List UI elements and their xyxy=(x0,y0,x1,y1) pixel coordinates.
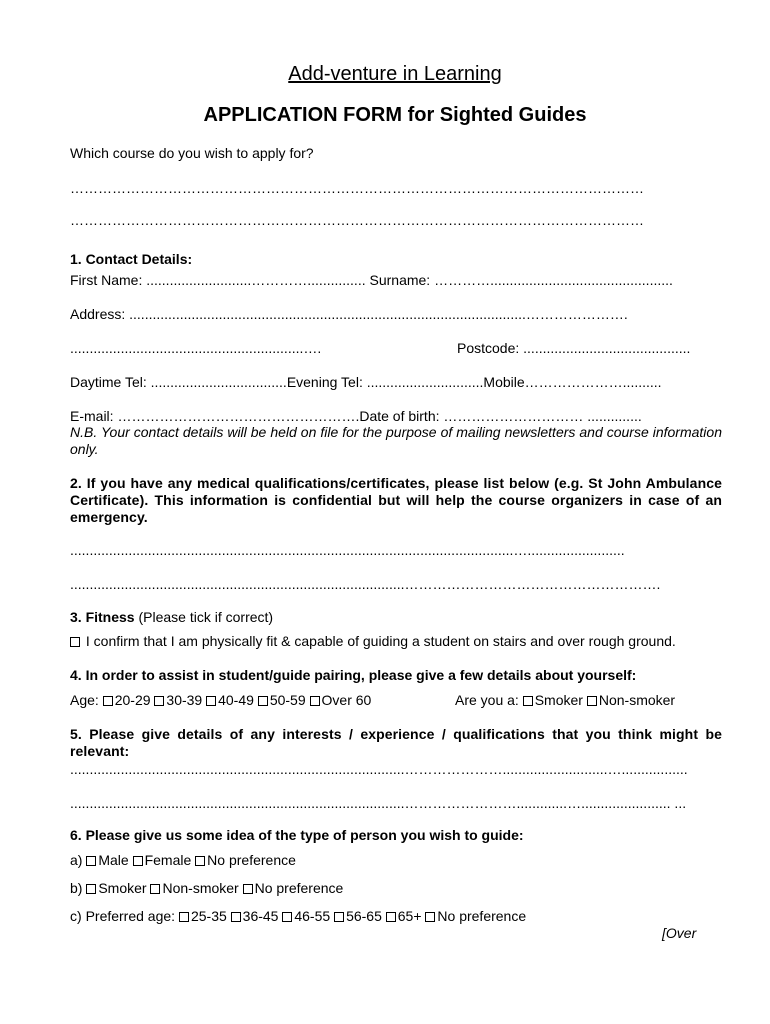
age-pref-option: 65+ xyxy=(397,908,422,924)
preference-smoker-row xyxy=(70,880,343,897)
medical-line-1[interactable]: ..................................................................................................................…......................... xyxy=(70,542,625,558)
course-question: Which course do you wish to apply for? xyxy=(70,145,314,161)
age-option: 40-49 xyxy=(218,692,254,708)
age-pref-checkbox[interactable] xyxy=(231,912,241,922)
medical-heading: 2. If you have any medical qualifications/certificates, please list below (e.g. St John Ambulance Certificate). This information is confidential but will help the course organizers in case of an emergency. xyxy=(70,475,722,525)
over-marker: [Over xyxy=(662,925,697,941)
fitness-hint: (Please tick if correct) xyxy=(138,609,274,625)
name-row xyxy=(70,272,673,289)
age-pref-checkbox[interactable] xyxy=(425,912,435,922)
mobile-label: Mobile xyxy=(483,374,525,390)
address-label: Address: xyxy=(70,306,126,322)
fitness-statement: I confirm that I am physically fit & capable of guiding a student on stairs and over rough ground. xyxy=(85,633,676,649)
first-name-field[interactable]: ...........................…………............... xyxy=(146,272,366,288)
age-pref-option: No preference xyxy=(437,908,527,924)
postcode-row xyxy=(457,340,690,357)
gender-option: Female xyxy=(144,852,192,868)
preference-heading: 6. Please give us some idea of the type of person you wish to guide: xyxy=(70,827,524,843)
age-pref-checkbox[interactable] xyxy=(282,912,292,922)
age-checkbox[interactable] xyxy=(154,696,164,706)
interests-line-1[interactable]: ......................................................................................…………………...........................…................. xyxy=(70,761,688,777)
age-checkbox[interactable] xyxy=(206,696,216,706)
address-line-2[interactable]: ............................................................…. xyxy=(70,340,322,356)
dob-label: Date of birth: xyxy=(359,408,440,424)
gender-label: a) xyxy=(70,852,83,868)
daytime-tel-label: Daytime Tel: xyxy=(70,374,147,390)
age-pref-option: 25-35 xyxy=(190,908,227,924)
age-option: 50-59 xyxy=(269,692,306,708)
age-pref-option: 36-45 xyxy=(242,908,279,924)
gender-option: Male xyxy=(98,852,129,868)
daytime-tel-field[interactable]: ................................... xyxy=(150,374,287,390)
contact-note: N.B. Your contact details will be held on file for the purpose of mailing newsletters and course information only. xyxy=(70,424,722,457)
postcode-label: Postcode: xyxy=(457,340,520,356)
gender-checkbox[interactable] xyxy=(86,856,96,866)
smoker-pref-option: No preference xyxy=(254,880,344,896)
smoker-pref-option: Smoker xyxy=(98,880,147,896)
non-smoker-checkbox[interactable] xyxy=(587,696,597,706)
course-answer-line-1[interactable]: …………………………………………………………………………………………………………… xyxy=(70,180,644,196)
surname-field[interactable]: …………............................................... xyxy=(434,272,673,288)
preference-gender-row xyxy=(70,852,296,869)
age-option: 20-29 xyxy=(114,692,151,708)
interests-heading: 5. Please give details of any interests / experience / qualifications that you think might be relevant: xyxy=(70,726,722,759)
course-answer-line-2[interactable]: …………………………………………………………………………………………………………… xyxy=(70,212,644,228)
address-row xyxy=(70,306,628,323)
age-checkbox[interactable] xyxy=(310,696,320,706)
about-heading: 4. In order to assist in student/guide pairing, please give a few details about yourself: xyxy=(70,667,637,683)
age-pref-checkbox[interactable] xyxy=(386,912,396,922)
dob-field[interactable]: ………………………… .............. xyxy=(443,408,642,424)
address-field[interactable]: ......................................................................................................…………………. xyxy=(129,306,628,322)
age-checkbox[interactable] xyxy=(103,696,113,706)
contact-heading: 1. Contact Details: xyxy=(70,251,193,267)
smoker-pref-checkbox[interactable] xyxy=(86,884,96,894)
age-row xyxy=(70,692,371,709)
non-smoker-option: Non-smoker xyxy=(598,692,676,708)
email-row xyxy=(70,408,642,425)
gender-option: No preference xyxy=(207,852,296,868)
preference-age-row xyxy=(70,908,526,925)
interests-line-2[interactable]: ......................................................................................…………………….............…....................... ... xyxy=(70,795,687,811)
smoker-pref-label: b) xyxy=(70,880,83,896)
gender-checkbox[interactable] xyxy=(133,856,143,866)
age-option: Over 60 xyxy=(321,692,372,708)
age-checkbox[interactable] xyxy=(258,696,268,706)
smoker-option: Smoker xyxy=(534,692,583,708)
smoker-row xyxy=(455,692,675,709)
smoker-checkbox[interactable] xyxy=(523,696,533,706)
email-label: E-mail: xyxy=(70,408,114,424)
age-pref-checkbox[interactable] xyxy=(179,912,189,922)
phone-row xyxy=(70,374,662,391)
medical-line-2[interactable]: ......................................................................................………………………………………………. xyxy=(70,576,661,592)
smoker-label: Are you a: xyxy=(455,692,519,708)
fitness-checkbox[interactable] xyxy=(70,637,80,647)
mobile-field[interactable]: ………………….......... xyxy=(524,374,662,390)
age-label: Age: xyxy=(70,692,99,708)
postcode-field[interactable]: ........................................... xyxy=(523,340,691,356)
surname-label: Surname: xyxy=(369,272,431,288)
age-pref-option: 46-55 xyxy=(294,908,331,924)
smoker-pref-checkbox[interactable] xyxy=(243,884,253,894)
age-pref-option: 56-65 xyxy=(346,908,382,924)
fitness-confirm-row xyxy=(70,633,676,650)
age-pref-label: c) xyxy=(70,908,82,924)
smoker-pref-checkbox[interactable] xyxy=(150,884,160,894)
fitness-row xyxy=(70,609,273,626)
smoker-pref-option: Non-smoker xyxy=(162,880,239,896)
form-title: Add-venture in Learning xyxy=(288,63,502,85)
age-option: 30-39 xyxy=(166,692,203,708)
evening-tel-field[interactable]: .............................. xyxy=(366,374,484,390)
age-pref-prompt: Preferred age: xyxy=(85,908,176,924)
first-name-label: First Name: xyxy=(70,272,143,288)
fitness-heading: 3. Fitness xyxy=(70,609,135,625)
gender-checkbox[interactable] xyxy=(195,856,205,866)
age-pref-checkbox[interactable] xyxy=(334,912,344,922)
email-field[interactable]: ……………………………………………. xyxy=(117,408,360,424)
evening-tel-label: Evening Tel: xyxy=(286,374,363,390)
form-subtitle: APPLICATION FORM for Sighted Guides xyxy=(203,104,587,126)
